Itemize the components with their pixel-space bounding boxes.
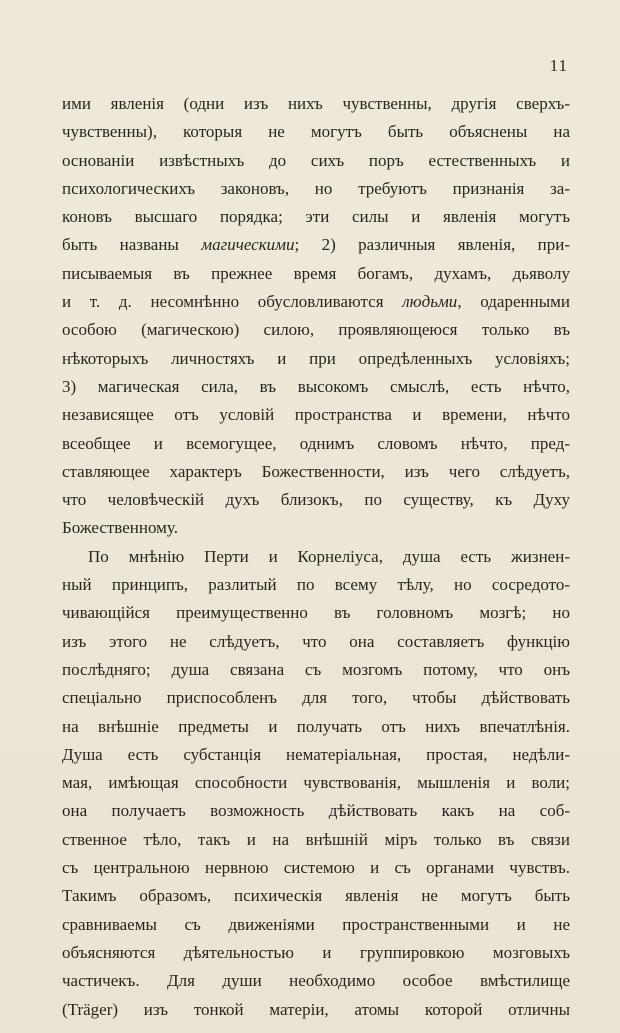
text-segment: ставляющее характеръ Божественности, изъ чего слѣдуетъ, (62, 461, 570, 481)
text-line (62, 345, 570, 373)
page-number: 11 (549, 56, 568, 75)
text-segment: спеціально приспособленъ для того, чтобы дѣйствовать (62, 688, 570, 708)
text-line (62, 769, 570, 797)
text-line (62, 854, 570, 882)
text-line (62, 911, 570, 939)
text-line (62, 231, 570, 259)
text-segment: съ центральною нервною системою и съ органами чувствъ. (62, 858, 570, 878)
text-line (62, 118, 570, 146)
text-line (62, 175, 570, 203)
text-line (62, 684, 570, 712)
text-segment: По мнѣнію Перти и Корнеліуса, душа есть жизнен- (88, 546, 570, 566)
text-line (62, 486, 570, 514)
body-text (62, 90, 570, 1024)
text-line (62, 996, 570, 1024)
text-line (62, 430, 570, 458)
text-segment: основаніи извѣстныхъ до сихъ поръ естественныхъ и (62, 150, 570, 170)
text-segment: , одаренными (457, 292, 570, 312)
text-line (62, 543, 570, 571)
text-line (62, 90, 570, 118)
text-segment: сравниваемы съ движеніями пространственными и не (62, 914, 570, 934)
text-segment: писываемыя въ прежнее время богамъ, духамъ, дьяволу (62, 263, 570, 283)
text-line (62, 741, 570, 769)
text-segment: Душа есть субстанція нематеріальная, простая, недѣли- (62, 744, 570, 764)
text-line (62, 203, 570, 231)
text-line (62, 967, 570, 995)
text-line (62, 288, 570, 316)
text-line (62, 628, 570, 656)
text-segment: частичекъ. Для души необходимо особое вмѣстилище (62, 971, 570, 991)
text-segment: ими явленія (одни изъ нихъ чувственны, другія сверхъ- (62, 94, 570, 113)
text-line (62, 458, 570, 486)
text-line (62, 939, 570, 967)
text-segment: независящее отъ условій пространства и времени, нѣчто (62, 405, 570, 425)
text-line (62, 514, 570, 542)
text-segment: особою (магическою) силою, проявляющеюся только въ (62, 320, 570, 340)
text-segment: ственное тѣло, такъ и на внѣшній міръ только въ связи (62, 829, 570, 849)
text-segment: что человѣческій духъ близокъ, по существу, къ Духу (62, 490, 570, 510)
text-segment: ный принципъ, разлитый по всему тѣлу, но сосредото- (62, 575, 570, 595)
text-line (62, 260, 570, 288)
text-segment: она получаетъ возможность дѣйствовать какъ на соб- (62, 801, 570, 821)
text-segment: послѣдняго; душа связана съ мозгомъ потому, что онъ (62, 659, 570, 679)
text-line (62, 571, 570, 599)
text-line (62, 797, 570, 825)
text-segment: коновъ высшаго порядка; эти силы и явленія могутъ (62, 207, 570, 227)
text-segment: Божественному. (62, 518, 178, 538)
text-line (62, 882, 570, 910)
text-line (62, 599, 570, 627)
text-line (62, 713, 570, 741)
italic-emphasis: людьми (402, 292, 458, 312)
text-segment: объясняются дѣятельностью и группировкою мозговыхъ (62, 942, 570, 962)
text-segment: всеобщее и всемогущее, однимъ словомъ нѣчто, пред- (62, 433, 570, 453)
text-segment: быть названы (62, 235, 202, 255)
text-segment: мая, имѣющая способности чувствованія, мышленія и воли; (62, 773, 570, 793)
text-segment: чивающійся преимущественно въ головномъ мозгѣ; но (62, 603, 570, 623)
text-segment: Такимъ образомъ, психическія явленія не могутъ быть (62, 886, 570, 906)
text-line (62, 316, 570, 344)
text-line (62, 656, 570, 684)
text-segment: изъ этого не слѣдуетъ, что она составляетъ функцію (62, 631, 570, 651)
italic-emphasis: магическими (201, 235, 295, 255)
text-segment: психологическихъ законовъ, но требуютъ признанія за- (62, 178, 570, 198)
text-line (62, 401, 570, 429)
text-line (62, 826, 570, 854)
text-line (62, 373, 570, 401)
text-segment: чувственны), которыя не могутъ быть объяснены на (62, 122, 570, 142)
text-segment: нѣкоторыхъ личностяхъ и при опредѣленныхъ условіяхъ; (62, 348, 570, 368)
text-segment: (Träger) изъ тонкой матеріи, атомы которой отличны (62, 999, 570, 1019)
text-segment: на внѣшніе предметы и получать отъ нихъ впечатлѣнія. (62, 716, 570, 736)
text-segment: 3) магическая сила, въ высокомъ смыслѣ, есть нѣчто, (62, 376, 570, 396)
text-segment: ; 2) различныя явленія, при- (294, 235, 571, 255)
text-segment: и т. д. несомнѣнно обусловливаются (62, 292, 403, 312)
text-line (62, 147, 570, 175)
